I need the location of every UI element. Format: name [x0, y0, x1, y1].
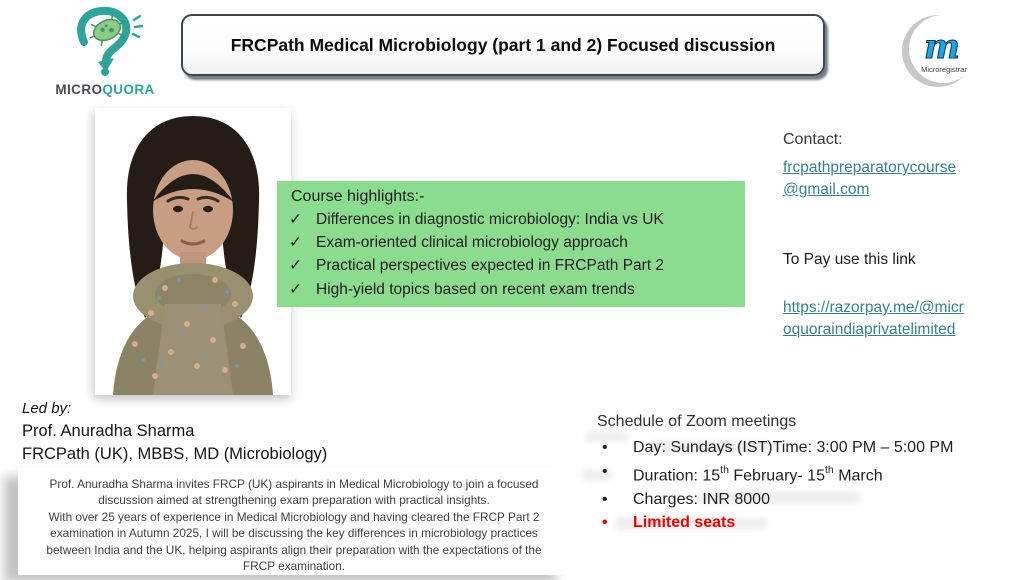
schedule-item-charges	[597, 488, 1021, 512]
contact-block	[783, 131, 1021, 201]
microregistrar-label: Microregistrar	[921, 65, 967, 74]
speaker-credentials: FRCPath (UK), MBBS, MD (Microbiology)	[22, 445, 328, 463]
highlight-text: Practical perspectives expected in FRCPath Part 2	[316, 257, 665, 275]
pay-label: To Pay use this link	[783, 251, 916, 268]
bio-line: examination in Autumn 2025, I will be discussing the key differences in microbiology practices	[50, 526, 538, 541]
bullet-icon: •	[602, 462, 608, 480]
microquora-logo	[46, 6, 164, 97]
highlight-item	[289, 231, 733, 254]
bio-line: between India and the UK, helping aspirants align their preparation with the expectations of the	[46, 542, 542, 557]
schedule-item-day	[597, 436, 1021, 460]
title-banner	[181, 14, 825, 76]
highlight-item	[289, 254, 733, 277]
course-highlights-box	[277, 181, 745, 307]
bio-line: discussion aimed at strengthening exam preparation with practical insights.	[98, 493, 490, 508]
speaker-photo	[95, 108, 291, 395]
check-icon: ✓	[289, 257, 302, 275]
bullet-icon: •	[602, 439, 608, 456]
highlight-text: Differences in diagnostic microbiology: India vs UK	[316, 211, 664, 228]
check-icon: ✓	[289, 211, 302, 228]
contact-email-link[interactable]: frcpathpreparatorycourse @gmail.com	[783, 159, 957, 198]
page-title: FRCPath Medical Microbiology (part 1 and 2) Focused discussion	[230, 34, 776, 55]
schedule-title: Schedule of Zoom meetings	[597, 413, 797, 430]
wordmark-quora: QUORA	[102, 82, 155, 97]
schedule-item-limited-seats	[597, 511, 1021, 535]
highlight-text: Exam-oriented clinical microbiology approach	[316, 234, 628, 252]
schedule-duration-text: Duration: 15th February- 15th March	[633, 464, 883, 484]
led-by-block	[22, 398, 442, 466]
schedule-day-text: Day: Sundays (IST)Time: 3:00 PM – 5:00 PM	[633, 439, 954, 456]
highlights-title: Course highlights:-	[291, 188, 425, 205]
schedule-item-duration	[597, 460, 1021, 488]
bio-line: FRCP examination.	[242, 559, 346, 574]
contact-label: Contact:	[783, 131, 843, 148]
highlight-item	[289, 278, 733, 301]
schedule-block	[597, 409, 1021, 535]
razorpay-link[interactable]: https://razorpay.me/@micr oquoraindiaprivatelimited	[783, 299, 964, 338]
check-icon: ✓	[289, 234, 302, 252]
limited-seats-text: Limited seats	[633, 514, 736, 532]
led-by-label: Led by:	[22, 400, 72, 417]
microquora-question-bug-icon	[62, 63, 148, 80]
bio-line: Prof. Anuradha Sharma invites FRCP (UK) aspirants in Medical Microbiology to join a focused	[49, 477, 539, 491]
highlight-text: High-yield topics based on recent exam trends	[316, 280, 635, 298]
bio-paragraph-box	[18, 468, 570, 575]
microquora-wordmark	[46, 82, 164, 97]
microregistrar-logo	[896, 12, 988, 92]
svg-text:m: m	[924, 27, 960, 67]
speaker-name: Prof. Anuradha Sharma	[22, 422, 195, 440]
bullet-icon: •	[602, 490, 608, 508]
bio-line: With over 25 years of experience in Medical Microbiology and having cleared the FRCP Part 2	[48, 509, 540, 524]
bullet-icon: •	[602, 514, 608, 532]
schedule-charges-text: Charges: INR 8000	[633, 490, 770, 508]
wordmark-micro: MICRO	[55, 82, 103, 97]
highlight-item	[289, 208, 733, 231]
check-icon: ✓	[289, 280, 302, 298]
